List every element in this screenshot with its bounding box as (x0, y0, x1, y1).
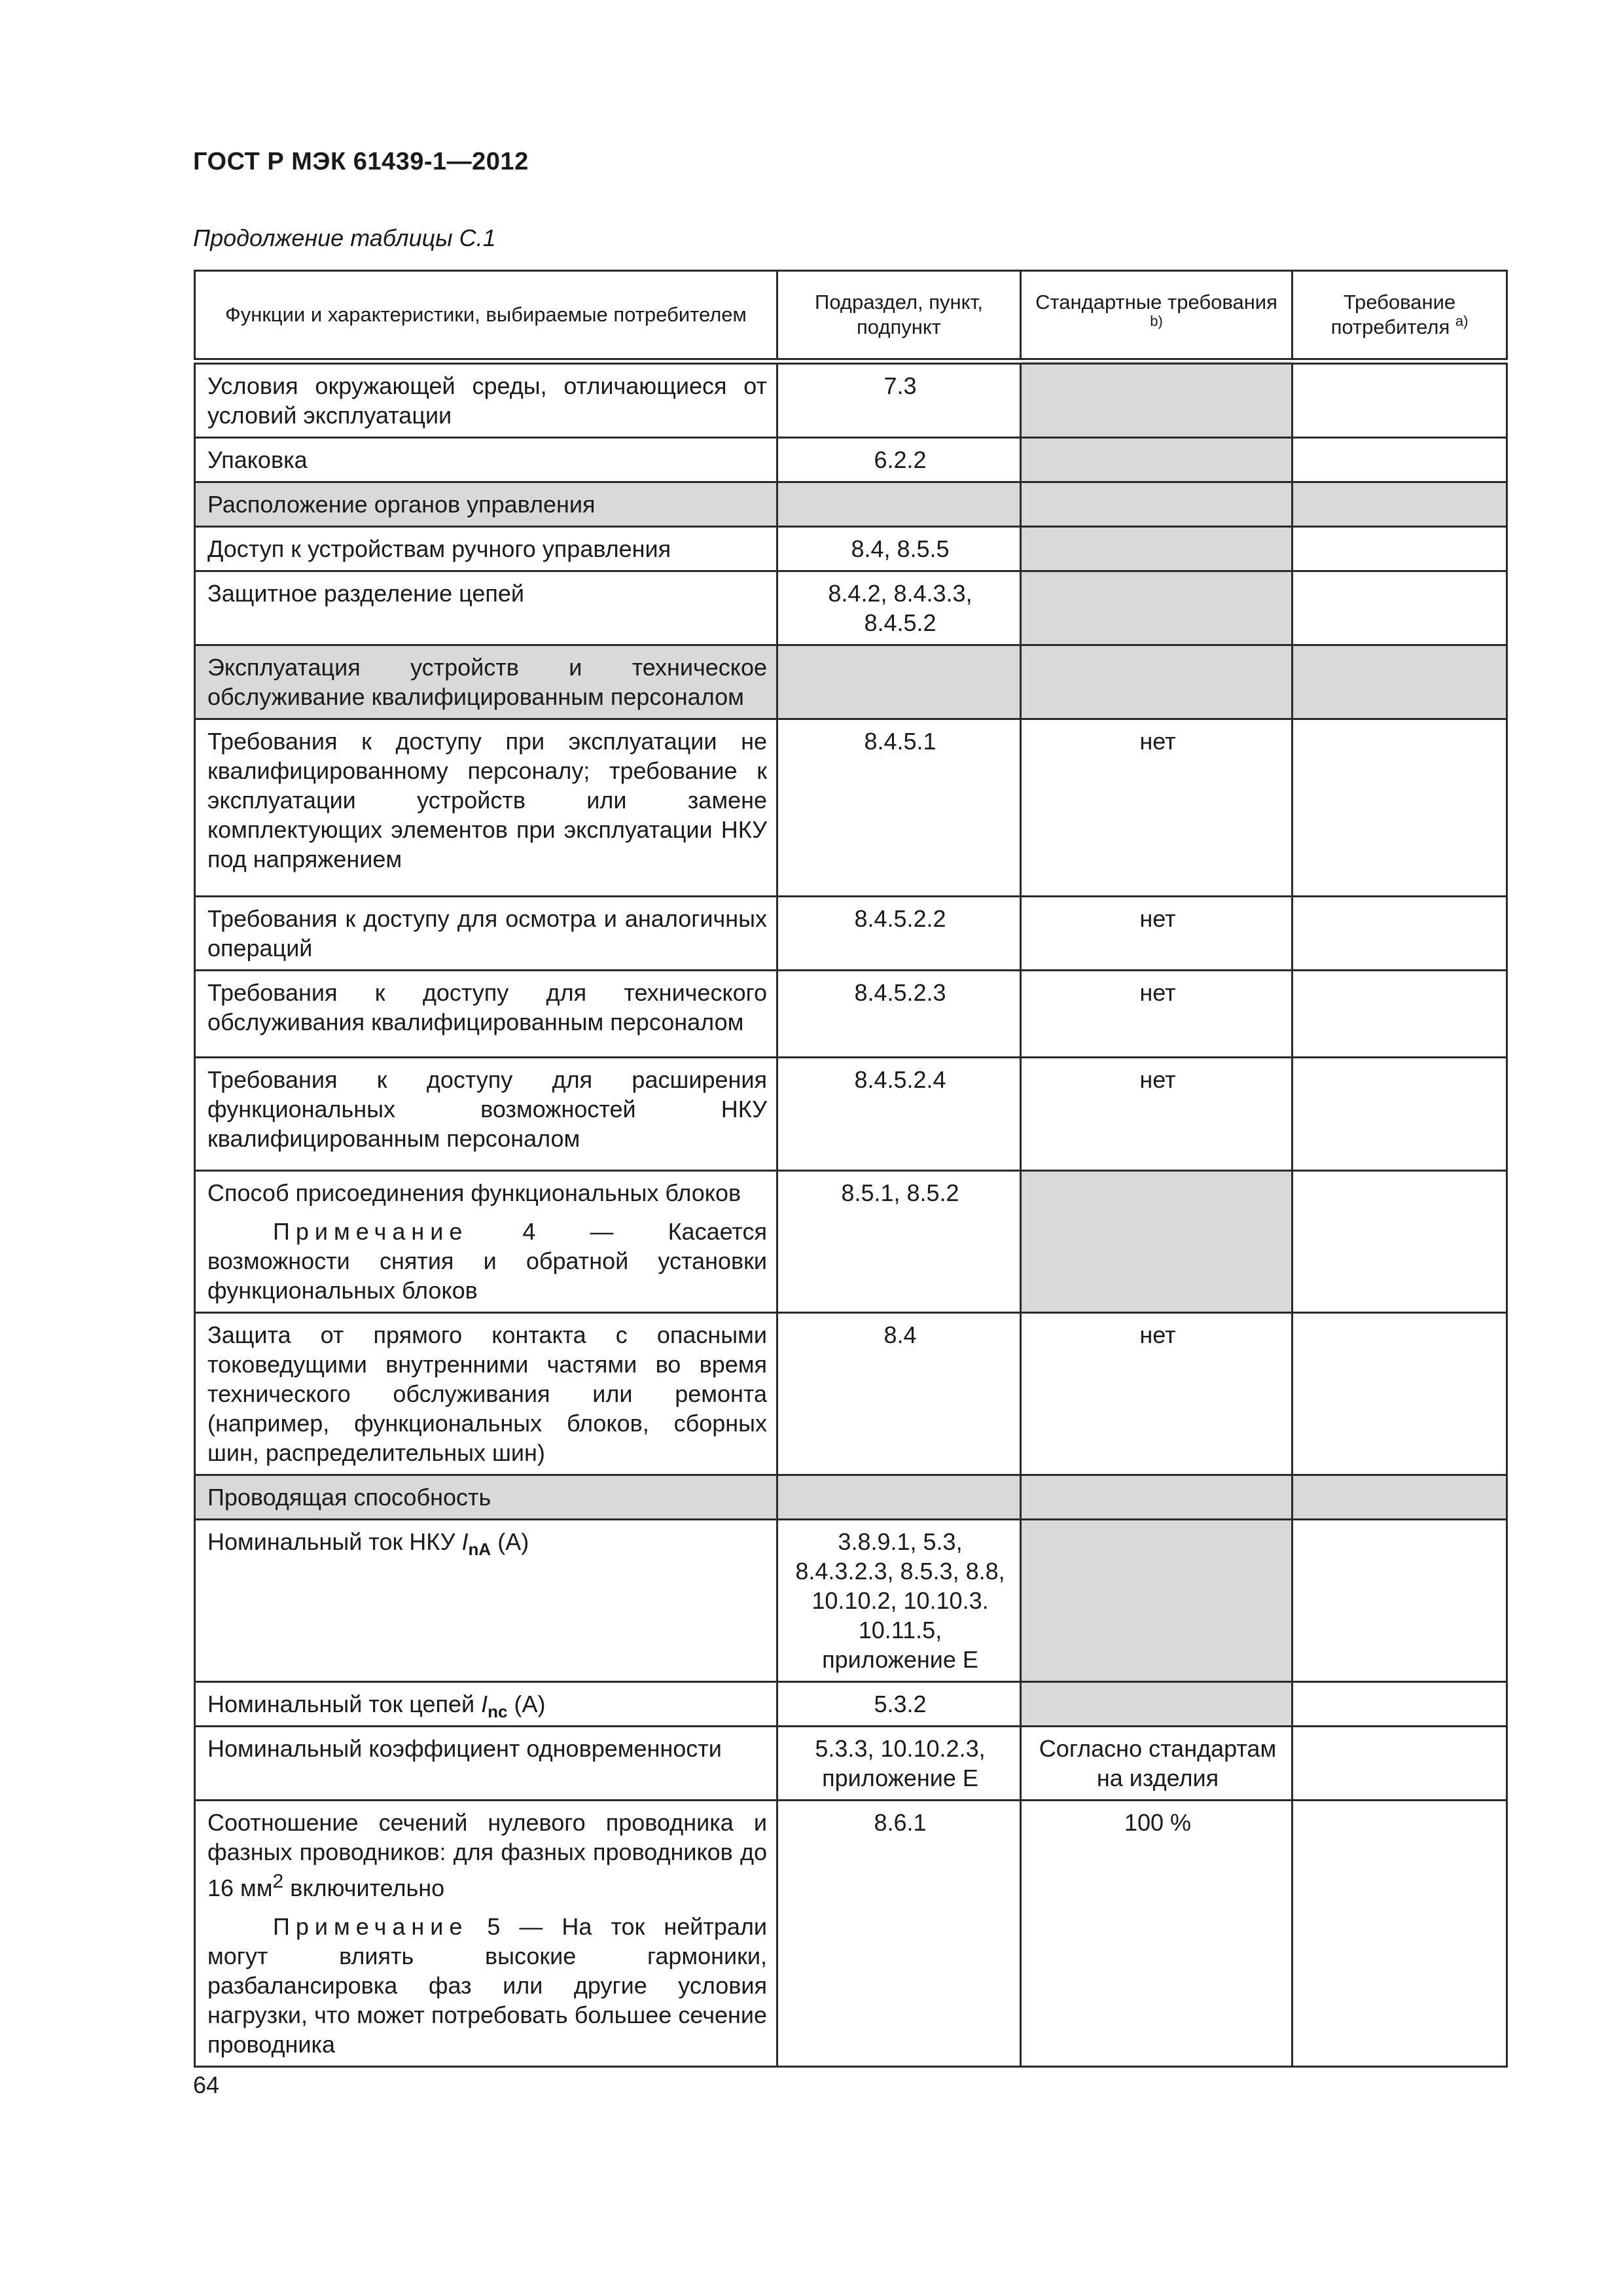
row-standard: нет (1021, 1313, 1293, 1475)
row-function (195, 1801, 777, 2067)
row-standard (1021, 527, 1293, 571)
table-row (195, 1313, 1507, 1475)
row-customer (1293, 361, 1507, 438)
table-row (195, 719, 1507, 897)
row-customer (1293, 719, 1507, 897)
row-function: Номинальный коэффициент одновременности (195, 1727, 777, 1801)
row-section: 8.5.1, 8.5.2 (777, 1171, 1021, 1313)
current-subscript: nA (468, 1539, 491, 1560)
row-standard: нет (1021, 971, 1293, 1058)
section-heading: Проводящая способность (195, 1475, 777, 1520)
header-standard-requirements: Стандартные требования $^{b)}$ (1021, 271, 1293, 362)
table-row (195, 527, 1507, 571)
section-heading: Эксплуатация устройств и техническое обслуживание квалифицированным персоналом (195, 645, 777, 719)
row-section: 5.3.3, 10.10.2.3, приложение E (777, 1727, 1021, 1801)
note-label: Примечание (273, 1218, 469, 1245)
standard-title: ГОСТ Р МЭК 61439-1—2012 (193, 148, 529, 175)
row-standard: нет (1021, 719, 1293, 897)
row-customer (1293, 571, 1507, 645)
row-customer (1293, 1801, 1507, 2067)
row-customer (1293, 438, 1507, 482)
row-customer (1293, 1171, 1507, 1313)
row-function (195, 1171, 777, 1313)
table-row (195, 1520, 1507, 1682)
row-function: Требования к доступу при эксплуатации не квалифицированному персоналу; требование к эксплуатации устройств или замене комплектующих элементов при эксплуатации НКУ под напряжением (195, 719, 777, 897)
section-row (195, 482, 1507, 527)
row-customer (1293, 527, 1507, 571)
header-section: Подраздел, пункт, подпункт (777, 271, 1021, 362)
row-standard: Согласно стандартам на изделия (1021, 1727, 1293, 1801)
row-standard: нет (1021, 897, 1293, 971)
row-section: 8.4, 8.5.5 (777, 527, 1021, 571)
table-row (195, 1682, 1507, 1727)
row-function: Защита от прямого контакта с опасными токоведущими внутренними частями во время технического обслуживания или ремонта (например, функциональных блоков, сборных шин, распределительных шин) (195, 1313, 777, 1475)
row-function: Требования к доступу для осмотра и аналогичных операций (195, 897, 777, 971)
row-section: 8.4.5.1 (777, 719, 1021, 897)
row-customer (1293, 971, 1507, 1058)
row-customer (1293, 1058, 1507, 1171)
table-row (195, 897, 1507, 971)
note-label: Примечание (273, 1913, 469, 1940)
table-row (195, 438, 1507, 482)
current-subscript: nc (488, 1702, 508, 1722)
row-section: 5.3.2 (777, 1682, 1021, 1727)
note-text: 4 — Касается возможности снятия и обратной установки функциональных блоков (207, 1218, 767, 1304)
section-row (195, 1475, 1507, 1520)
header-customer-requirement: Требование потребителя $^{a)}$ (1293, 271, 1507, 362)
row-section: 8.4.5.2.3 (777, 971, 1021, 1058)
row-standard (1021, 438, 1293, 482)
row-standard (1021, 361, 1293, 438)
row-function-text: Соотношение сечений нулевого проводника и фазных проводников: для фазных проводников до 16 $мм^2$ включительно (207, 1809, 767, 1901)
row-section: 8.4.2, 8.4.3.3, 8.4.5.2 (777, 571, 1021, 645)
row-function: Номинальный ток цепей $I_{nc}$ (A) (195, 1682, 777, 1727)
current-symbol: I (481, 1691, 488, 1717)
requirements-table (194, 270, 1508, 2068)
note-4 (207, 1217, 767, 1305)
row-function: Условия окружающей среды, отличающиеся от условий эксплуатации (195, 361, 777, 438)
row-section: 6.2.2 (777, 438, 1021, 482)
section-heading: Расположение органов управления (195, 482, 777, 527)
table-row (195, 571, 1507, 645)
row-customer (1293, 1682, 1507, 1727)
row-section: 8.6.1 (777, 1801, 1021, 2067)
row-customer (1293, 897, 1507, 971)
row-standard: 100 % (1021, 1801, 1293, 2067)
row-standard (1021, 571, 1293, 645)
row-customer (1293, 1313, 1507, 1475)
table-row (195, 1727, 1507, 1801)
footnote-mark: a) (1455, 313, 1469, 329)
current-symbol: I (461, 1528, 469, 1555)
row-section: 8.4.5.2.4 (777, 1058, 1021, 1171)
page-number: 64 (193, 2072, 220, 2098)
row-function: Требования к доступу для расширения функциональных возможностей НКУ квалифицированным персоналом (195, 1058, 777, 1171)
row-function-text: Способ присоединения функциональных блоков (207, 1179, 741, 1206)
row-standard (1021, 1171, 1293, 1313)
note-text: 5 — На ток нейтрали могут влиять высокие гармоники, разбалансировка фаз или другие условия нагрузки, что может потребовать большее сечение проводника (207, 1913, 767, 2058)
row-customer (1293, 1520, 1507, 1682)
row-function: Доступ к устройствам ручного управления (195, 527, 777, 571)
footnote-mark: b) (1150, 313, 1163, 329)
table-header-row (195, 271, 1507, 362)
table-row (195, 1801, 1507, 2067)
row-function: Номинальный ток НКУ $I_{nA}$ (A) (195, 1520, 777, 1682)
superscript: 2 (272, 1871, 284, 1892)
table-row (195, 1058, 1507, 1171)
row-section: 8.4 (777, 1313, 1021, 1475)
row-standard: нет (1021, 1058, 1293, 1171)
row-section: 3.8.9.1, 5.3, 8.4.3.2.3, 8.5.3, 8.8, 10.10.2, 10.10.3. 10.11.5, приложение E (777, 1520, 1021, 1682)
row-section: 7.3 (777, 361, 1021, 438)
table-caption: Продолжение таблицы С.1 (193, 224, 496, 251)
row-function: Защитное разделение цепей (195, 571, 777, 645)
note-5 (207, 1912, 767, 2059)
table-row (195, 361, 1507, 438)
row-function: Упаковка (195, 438, 777, 482)
row-standard (1021, 1520, 1293, 1682)
table-row (195, 1171, 1507, 1313)
header-functions: Функции и характеристики, выбираемые потребителем (195, 271, 777, 362)
row-section: 8.4.5.2.2 (777, 897, 1021, 971)
row-standard (1021, 1682, 1293, 1727)
row-function: Требования к доступу для технического обслуживания квалифицированным персоналом (195, 971, 777, 1058)
row-customer (1293, 1727, 1507, 1801)
table-row (195, 971, 1507, 1058)
section-row (195, 645, 1507, 719)
